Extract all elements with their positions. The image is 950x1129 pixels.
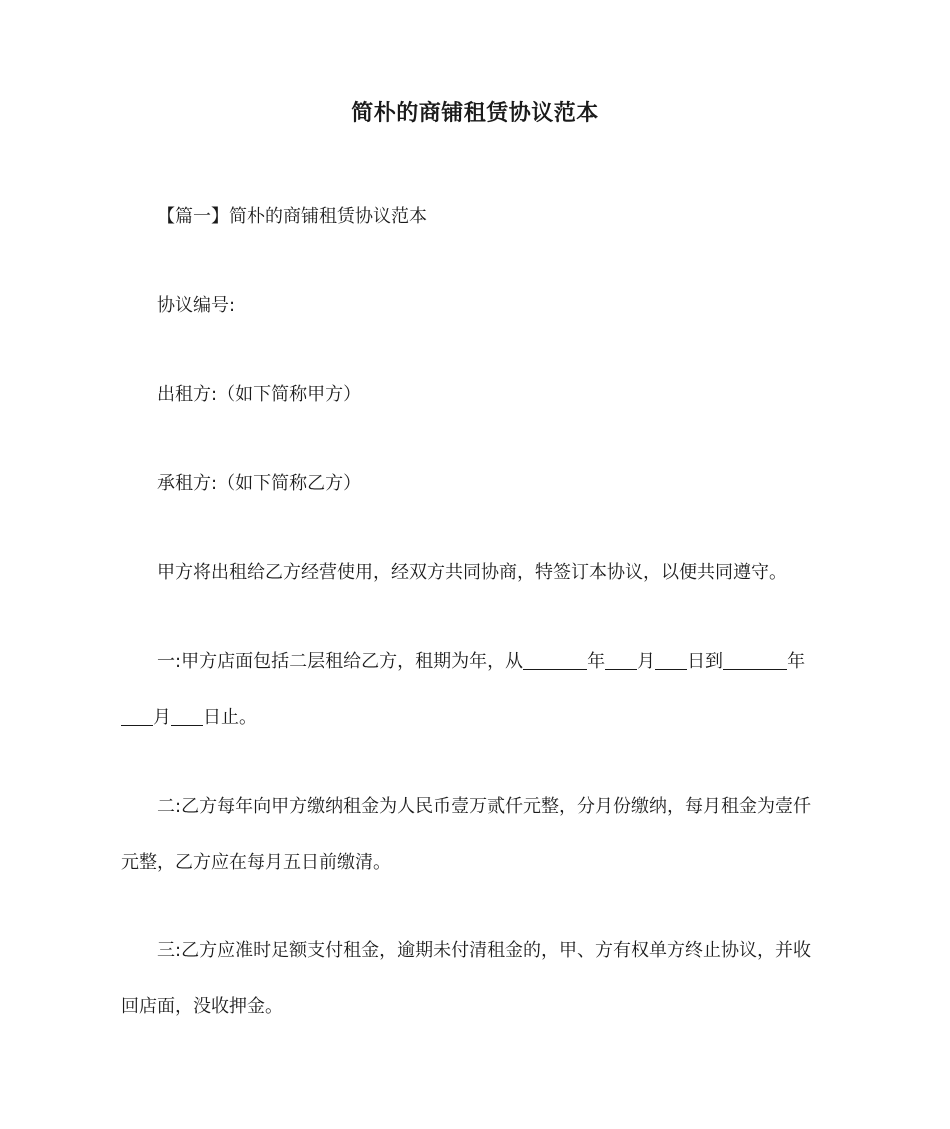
unit-day-to: 日到 <box>687 651 724 672</box>
agreement-number-label: 协议编号: <box>157 295 236 316</box>
unit-year-2: 年 <box>787 651 806 672</box>
preamble-paragraph: 甲方将出租给乙方经营使用，经双方共同协商，特签订本协议，以便共同遵守。 <box>157 562 787 583</box>
end-day-blank <box>171 707 203 726</box>
start-year-blank <box>523 651 587 670</box>
clause-2-line-2: 元整，乙方应在每月五日前缴清。 <box>121 852 391 873</box>
unit-month: 月 <box>637 651 656 672</box>
lessor-label: 出租方:（如下简称甲方） <box>157 384 362 405</box>
end-month-blank <box>121 707 153 726</box>
unit-year: 年 <box>587 651 606 672</box>
clause-1-line-1 <box>157 649 805 675</box>
clause-2-line-1: 二:乙方每年向甲方缴纳租金为人民币壹万贰仟元整，分月份缴纳，每月租金为壹仟 <box>157 796 812 817</box>
clause-1-line-2 <box>121 705 257 731</box>
clause-3-line-2: 回店面，没收押金。 <box>121 996 283 1017</box>
document-title: 简朴的商铺租赁协议范本 <box>351 101 599 126</box>
clause-1-end: 日止。 <box>203 707 257 728</box>
start-day-blank <box>655 651 687 670</box>
start-month-blank <box>605 651 637 670</box>
lessee-label: 承租方:（如下简称乙方） <box>157 473 362 494</box>
end-year-blank <box>723 651 787 670</box>
clause-1-text: 一:甲方店面包括二层租给乙方，租期为年，从 <box>157 651 524 672</box>
section-heading: 【篇一】简朴的商铺租赁协议范本 <box>157 206 427 227</box>
clause-3-line-1: 三:乙方应准时足额支付租金，逾期未付清租金的，甲、方有权单方终止协议，并收 <box>157 940 812 961</box>
unit-month-2: 月 <box>153 707 171 728</box>
